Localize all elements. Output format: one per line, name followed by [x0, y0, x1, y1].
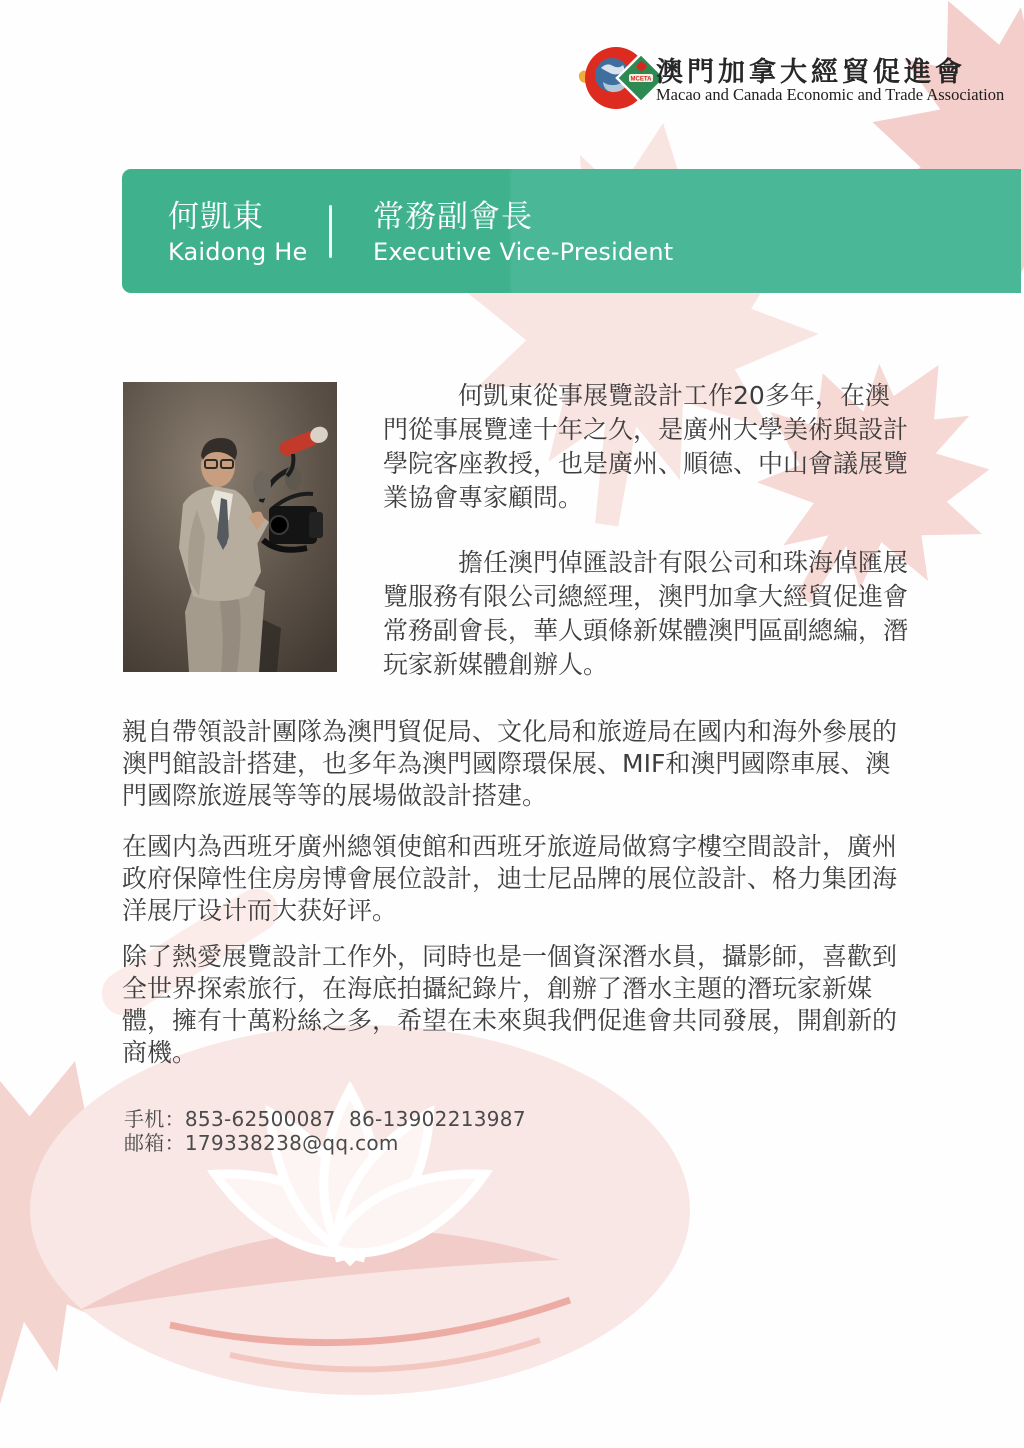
bio-paragraph: 擔任澳門倬匯設計有限公司和珠海倬匯展覽服務有限公司總經理，澳門加拿大經貿促進會常務副會長，華人頭條新媒體澳門區副總編，潛玩家新媒體創辦人。 — [383, 548, 909, 679]
member-title-block — [373, 200, 673, 266]
achievements-section — [122, 716, 914, 1069]
banner-divider — [329, 205, 332, 258]
member-name-zh: 何凱東 — [168, 199, 264, 235]
member-name-en: Kaidong He — [168, 238, 308, 266]
phone-label: 手机： — [124, 1107, 185, 1131]
logo-acronym: MCETA — [630, 76, 652, 83]
member-name-block — [168, 200, 308, 266]
body-paragraph: 除了熱愛展覽設計工作外，同時也是一個資深潛水員，攝影師，喜歡到全世界探索旅行，在海底拍攝紀錄片，創辦了潛水主題的潛玩家新媒體，擁有十萬粉絲之多，希望在未來與我們促進會共同發展，開創新的商機。 — [122, 942, 898, 1067]
profile-photo — [123, 382, 337, 672]
header — [0, 0, 1024, 130]
member-title-en: Executive Vice-President — [373, 238, 674, 266]
email-line — [124, 1131, 526, 1155]
bio-paragraph: 何凱東從事展覽設計工作20多年，在澳門從事展覽達十年之久，是廣州大學美術與設計學院客座教授，也是廣州、順德、中山會議展覽業協會專家顧問。 — [383, 381, 909, 512]
body-paragraph: 親自帶領設計團隊為澳門貿促局、文化局和旅遊局在國内和海外參展的澳門館設計搭建，也多年為澳門國際環保展、MIF和澳門國際車展、澳門國際旅遊展等等的展場做設計搭建。 — [122, 717, 898, 810]
email-label: 邮箱： — [124, 1131, 185, 1155]
phone-line — [124, 1107, 526, 1131]
email-value: 179338238@qq.com — [184, 1131, 399, 1155]
bio-section — [383, 379, 911, 682]
lotus-flower-shape — [30, 1025, 690, 1395]
contact-section — [124, 1107, 526, 1155]
phone-numbers: 853-62500087 86-13902213987 — [184, 1107, 526, 1131]
org-name-en: Macao and Canada Economic and Trade Association — [656, 85, 1005, 104]
org-name-zh: 澳門加拿大經貿促進會 — [656, 57, 966, 88]
body-paragraph: 在國内為西班牙廣州總領使館和西班牙旅遊局做寫字樓空間設計，廣州政府保障性住房房博會展位設計，迪士尼品牌的展位設計、格力集团海洋展厅设计而大获好评。 — [122, 832, 898, 925]
member-title-zh: 常務副會長 — [373, 199, 533, 235]
name-banner — [122, 169, 1021, 293]
